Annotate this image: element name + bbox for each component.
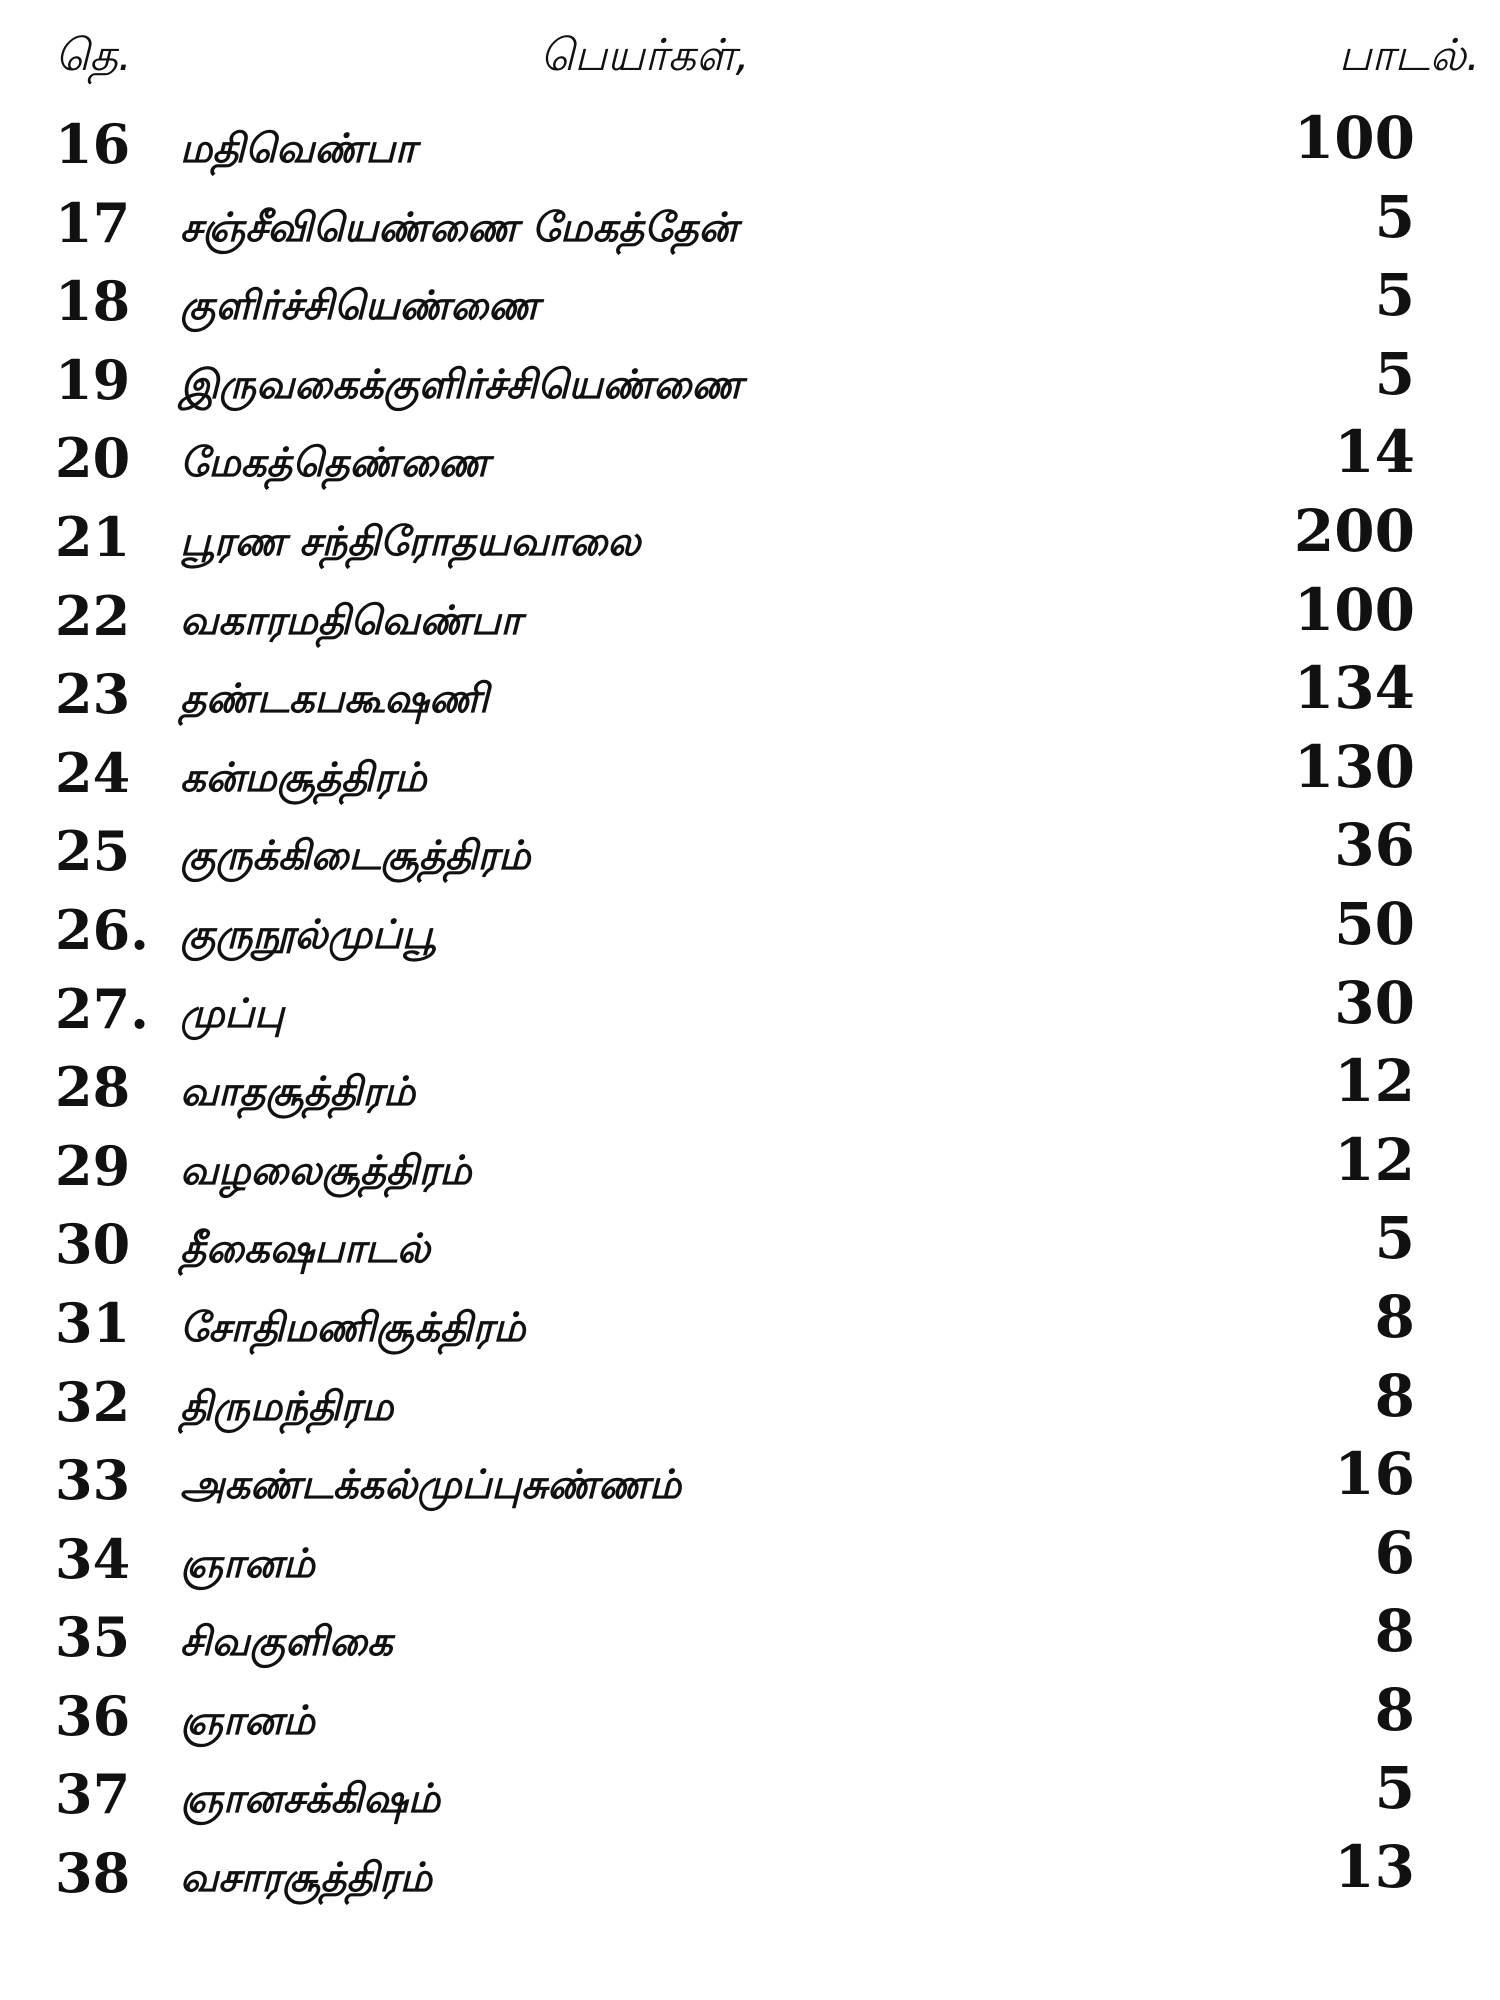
- row-title: சிவகுளிகை: [180, 1619, 393, 1666]
- row-title: தண்டகபகூஷணி: [180, 676, 489, 723]
- row-number: 30: [55, 1212, 131, 1277]
- row-song-count: 16: [1334, 1440, 1415, 1509]
- row-song-count: 8: [1374, 1597, 1415, 1666]
- row-title: பூரண சந்திரோதயவாலை: [180, 518, 641, 565]
- row-number: 28: [55, 1055, 131, 1120]
- row-song-count: 5: [1374, 261, 1415, 330]
- row-number: 22: [55, 583, 131, 648]
- row-title: திருமந்திரம: [180, 1383, 394, 1430]
- row-number: 32: [55, 1369, 131, 1434]
- row-number: 31: [55, 1290, 131, 1355]
- table-row: [0, 734, 1500, 813]
- row-number: 27.: [55, 976, 149, 1041]
- row-song-count: 8: [1374, 1361, 1415, 1430]
- row-number: 17: [55, 190, 131, 255]
- table-row: [0, 1363, 1500, 1442]
- table-row: [0, 1834, 1500, 1913]
- table-row: [0, 1755, 1500, 1834]
- row-number: 33: [55, 1448, 131, 1513]
- row-title: மதிவெண்பா: [180, 126, 416, 172]
- row-title: கன்மசூத்திரம்: [180, 754, 427, 801]
- row-title: மேகத்தெண்ணை: [180, 440, 490, 487]
- row-song-count: 12: [1334, 1125, 1415, 1194]
- table-row: [0, 419, 1500, 498]
- row-song-count: 12: [1334, 1047, 1415, 1116]
- row-title: குருக்கிடைசூத்திரம்: [180, 833, 531, 880]
- row-number: 24: [55, 740, 131, 805]
- row-song-count: 14: [1334, 418, 1415, 487]
- row-number: 25: [55, 819, 131, 884]
- table-row: [0, 1677, 1500, 1756]
- table-row: [0, 498, 1500, 577]
- row-song-count: 130: [1293, 732, 1415, 801]
- row-title: ஞானசக்கிஷம்: [180, 1776, 441, 1823]
- table-row: [0, 1048, 1500, 1127]
- row-title: அகண்டக்கல்முப்புசுண்ணம்: [180, 1462, 682, 1509]
- row-title: இருவகைக்குளிர்ச்சியெண்ணை: [180, 361, 743, 408]
- table-row: [0, 577, 1500, 656]
- row-number: 20: [55, 426, 131, 491]
- header-count-label: பாடல்.: [1338, 30, 1480, 81]
- row-title: வசாரசூத்திரம்: [180, 1855, 432, 1902]
- row-title: வகாரமதிவெண்பா: [180, 597, 522, 644]
- row-song-count: 5: [1374, 1754, 1415, 1823]
- row-title: குருநூல்முப்பூ: [180, 911, 436, 958]
- row-song-count: 5: [1374, 339, 1415, 408]
- row-song-count: 5: [1374, 182, 1415, 251]
- row-title: சஞ்சீவியெண்ணை மேகத்தேன்: [180, 204, 738, 251]
- row-song-count: 200: [1293, 496, 1415, 565]
- row-number: 35: [55, 1605, 131, 1670]
- row-number: 29: [55, 1133, 131, 1198]
- row-number: 18: [55, 269, 131, 334]
- row-song-count: 30: [1334, 968, 1415, 1037]
- table-row: [0, 184, 1500, 263]
- table-row: [0, 1205, 1500, 1284]
- header-number-label: தெ.: [55, 30, 132, 81]
- row-number: 36: [55, 1683, 131, 1748]
- table-row: [0, 105, 1500, 184]
- row-song-count: 100: [1293, 104, 1415, 172]
- table-row: [0, 262, 1500, 341]
- row-song-count: 13: [1334, 1833, 1415, 1902]
- row-number: 16: [55, 112, 131, 176]
- row-song-count: 8: [1374, 1675, 1415, 1744]
- row-number: 26.: [55, 897, 149, 962]
- row-song-count: 5: [1374, 1204, 1415, 1273]
- table-row: [0, 341, 1500, 420]
- row-title: முப்பு: [180, 990, 284, 1037]
- row-song-count: 100: [1293, 575, 1415, 644]
- row-number: 38: [55, 1841, 131, 1906]
- table-row: [0, 1598, 1500, 1677]
- table-rows: [0, 105, 1500, 1913]
- row-title: ஞானம்: [180, 1697, 315, 1744]
- row-number: 34: [55, 1526, 131, 1591]
- row-title: ஞானம்: [180, 1540, 315, 1587]
- row-song-count: 6: [1374, 1518, 1415, 1587]
- row-title: வழலைசூத்திரம்: [180, 1147, 472, 1194]
- row-song-count: 36: [1334, 811, 1415, 880]
- table-row: [0, 1520, 1500, 1599]
- table-row: [0, 812, 1500, 891]
- header-name-label: பெயர்கள்,: [540, 30, 750, 81]
- row-song-count: 50: [1334, 889, 1415, 958]
- row-song-count: 134: [1293, 654, 1415, 723]
- table-row: [0, 1127, 1500, 1206]
- table-row: [0, 1284, 1500, 1363]
- row-title: குளிர்ச்சியெண்ணை: [180, 283, 539, 330]
- row-number: 19: [55, 347, 131, 412]
- table-header: [0, 30, 1500, 110]
- table-row: [0, 891, 1500, 970]
- row-title: சோதிமணிசூக்திரம்: [180, 1304, 526, 1351]
- row-title: வாதசூத்திரம்: [180, 1069, 416, 1116]
- row-title: தீகைஷபாடல்: [180, 1226, 430, 1273]
- table-row: [0, 970, 1500, 1049]
- table-row: [0, 1441, 1500, 1520]
- row-song-count: 8: [1374, 1282, 1415, 1351]
- row-number: 37: [55, 1762, 131, 1827]
- row-number: 23: [55, 662, 131, 727]
- row-number: 21: [55, 504, 131, 569]
- table-row: [0, 655, 1500, 734]
